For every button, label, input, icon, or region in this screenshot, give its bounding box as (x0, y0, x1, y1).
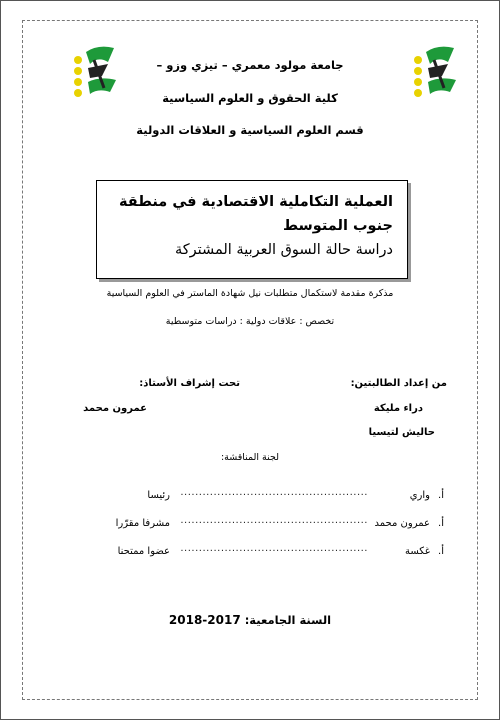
prepared-by-label: من إعداد الطالبتين: (350, 378, 447, 389)
committee-member-row (118, 543, 444, 557)
member-index: أ. (438, 518, 444, 529)
member-role: رئيسا (147, 490, 170, 501)
member-name: واري (409, 490, 430, 501)
member-dots: ................................................... (180, 515, 368, 526)
member-role: مشرفا مقرّرا (115, 518, 170, 529)
faculty-name: كلية الحقوق و العلوم السياسية (162, 91, 338, 105)
specialization: تخصص : علاقات دولية : دراسات متوسطية (165, 316, 335, 327)
member-name: عمرون محمد (374, 518, 430, 529)
committee-member-row (116, 515, 444, 529)
member-name: غكسة (404, 546, 430, 557)
thesis-title-box (96, 180, 408, 279)
memo-description: مذكرة مقدمة لاستكمال متطلبات نيل شهادة الماستر في العلوم السياسية (106, 288, 394, 299)
committee-label: لجنة المناقشة: (220, 452, 280, 463)
academic-year-label: السنة الجامعية: (244, 613, 332, 627)
thesis-title: العملية التكاملية الاقتصادية في منطقة جنوب المتوسط (119, 194, 393, 234)
student-name: حاليش لتيسيا (368, 427, 435, 438)
member-index: أ. (438, 490, 444, 501)
committee-member-row (147, 487, 444, 501)
academic-year-value: 2018-2017 (168, 613, 241, 627)
department-name: قسم العلوم السياسية و العلاقات الدولية (136, 123, 364, 137)
member-dots: ................................................... (180, 543, 368, 554)
supervisor-name: عمرون محمد (83, 403, 147, 414)
member-index: أ. (438, 546, 444, 557)
student-name: دراء مليكة (373, 403, 423, 414)
supervision-label: تحت إشراف الأستاذ: (139, 378, 240, 389)
academic-year (0, 613, 500, 627)
page-inner-border (22, 20, 478, 700)
university-name: جامعة مولود معمري – تيزي وزو – (156, 58, 344, 72)
case-study-subtitle: دراسة حالة السوق العربية المشتركة (175, 242, 393, 258)
member-dots: ................................................... (180, 487, 368, 498)
member-role: عضوا ممتحنا (117, 546, 170, 557)
